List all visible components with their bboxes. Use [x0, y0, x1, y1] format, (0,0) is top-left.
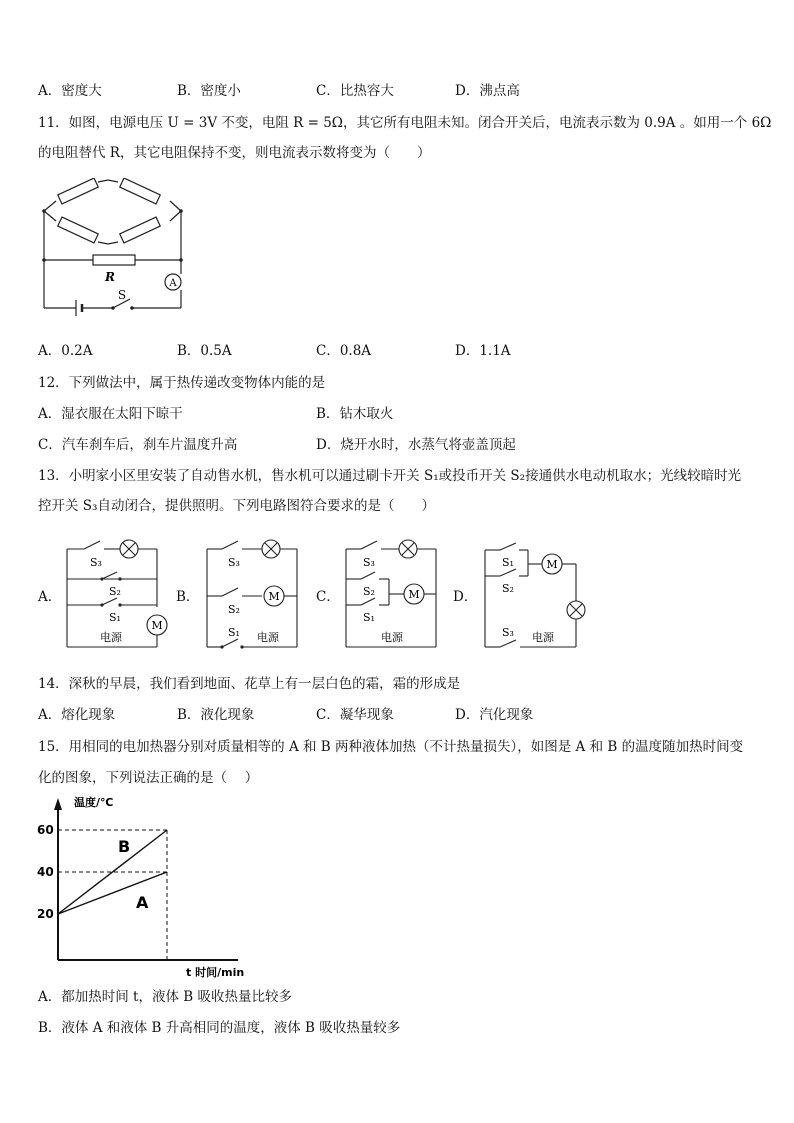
- q13-a-s3: S₃: [90, 556, 102, 569]
- q11-stem-line1: 11．如图，电源电压 U = 3V 不变，电阻 R = 5Ω，其它所有电阻未知。闭合开关后，电流表示数为 0.9A 。如用一个 6Ω: [38, 115, 772, 131]
- q13-b-s1: S₁: [228, 626, 240, 639]
- q11-option-d[interactable]: D．1.1A: [455, 343, 511, 359]
- q13-option-a-letter[interactable]: A．: [38, 589, 62, 605]
- q13-stem-line2: 控开关 S₃自动闭合，提供照明。下列电路图符合要求的是（ ）: [38, 498, 435, 514]
- q12-option-c[interactable]: C．汽车刹车后，刹车片温度升高: [38, 437, 238, 453]
- q10-option-c[interactable]: C．比热容大: [316, 83, 394, 99]
- q13-circuit-c[interactable]: [341, 535, 441, 653]
- q13-b-s2: S₂: [228, 603, 240, 616]
- q13-option-d-letter[interactable]: D．: [453, 589, 478, 605]
- q13-b-s3: S₃: [228, 556, 240, 569]
- q13-d-power: 电源: [532, 631, 554, 644]
- q11-circuit-figure: [38, 178, 188, 318]
- q13-d-motor: M: [546, 558, 558, 571]
- q13-option-c-letter[interactable]: C．: [316, 589, 340, 605]
- q11-ammeter-label: A: [169, 278, 177, 289]
- q11-option-a[interactable]: A．0.2A: [38, 343, 93, 359]
- q13-d-s2: S₂: [502, 582, 514, 595]
- q13-a-s1: S₁: [109, 611, 121, 624]
- q13-d-s3: S₃: [502, 626, 514, 639]
- q14-option-c[interactable]: C．凝华现象: [316, 707, 394, 723]
- q13-a-power: 电源: [100, 631, 122, 644]
- q13-d-s1: S₁: [502, 556, 514, 569]
- q13-b-power: 电源: [257, 631, 279, 644]
- q12-options-row2: [38, 435, 594, 455]
- q13-a-motor: M: [151, 619, 163, 632]
- q13-option-b-letter[interactable]: B．: [176, 589, 200, 605]
- q15-stem-line2: 化的图象，下列说法正确的是（ ）: [38, 770, 259, 786]
- q15-xlabel: t 时间/min: [186, 966, 245, 979]
- q13-c-s3: S₃: [363, 556, 375, 569]
- q15-series-a-label: A: [136, 893, 149, 912]
- q12-option-d[interactable]: D．烧开水时，水蒸气将壶盖顶起: [316, 437, 516, 453]
- q15-series-a-line: [58, 872, 167, 914]
- q13-circuit-b[interactable]: [202, 535, 302, 653]
- q10-option-b[interactable]: B．密度小: [177, 83, 241, 99]
- q15-stem-line1: 15．用相同的电加热器分别对质量相等的 A 和 B 两种液体加热（不计热量损失），如图是 A 和 B 的温度随加热时间变: [38, 739, 744, 755]
- q11-switch-label: S: [117, 288, 127, 302]
- q11-options: [38, 341, 594, 361]
- q14-option-d[interactable]: D．汽化现象: [455, 707, 534, 723]
- q13-a-s2: S₂: [109, 585, 121, 598]
- q15-temperature-graph: [30, 792, 260, 982]
- q14-options: [38, 705, 594, 725]
- q13-c-power: 电源: [381, 631, 403, 644]
- q15-ytick-40: 40: [37, 865, 54, 879]
- q14-option-b[interactable]: B．液化现象: [177, 707, 255, 723]
- q10-option-d[interactable]: D．沸点高: [455, 83, 520, 99]
- q12-option-a[interactable]: A．湿衣服在太阳下晾干: [38, 406, 183, 422]
- q13-c-s1: S₁: [363, 611, 375, 624]
- q15-ytick-20: 20: [37, 907, 54, 921]
- q13-c-motor: M: [408, 588, 420, 601]
- q15-option-a[interactable]: A．都加热时间 t，液体 B 吸收热量比较多: [38, 989, 292, 1005]
- q11-option-c[interactable]: C．0.8A: [316, 343, 372, 359]
- q10-option-a[interactable]: A．密度大: [38, 83, 102, 99]
- q13-c-s2: S₂: [363, 585, 375, 598]
- q12-option-b[interactable]: B．钻木取火: [316, 406, 394, 422]
- q13-b-motor: M: [268, 590, 280, 603]
- q10-options: [38, 81, 594, 101]
- q11-option-b[interactable]: B．0.5A: [177, 343, 232, 359]
- q15-ylabel: 温度/℃: [74, 796, 114, 809]
- q11-stem-line2: 的电阻替代 R，其它电阻保持不变，则电流表示数将变为（ ）: [38, 145, 431, 161]
- q14-option-a[interactable]: A．熔化现象: [38, 707, 116, 723]
- q15-ytick-60: 60: [37, 823, 54, 837]
- q11-resistor-label: R: [105, 270, 115, 284]
- q12-options-row1: [38, 404, 594, 424]
- q13-circuit-d[interactable]: [480, 540, 590, 653]
- q15-option-b[interactable]: B．液体 A 和液体 B 升高相同的温度，液体 B 吸收热量较多: [38, 1020, 401, 1036]
- q12-stem: 12．下列做法中，属于热传递改变物体内能的是: [38, 375, 326, 391]
- q13-stem-line1: 13．小明家小区里安装了自动售水机，售水机可以通过刷卡开关 S₁或投币开关 S₂接通供水电动机取水；光线较暗时光: [38, 468, 742, 484]
- q13-circuit-a[interactable]: [62, 535, 182, 653]
- q14-stem: 14．深秋的早晨，我们看到地面、花草上有一层白色的霜，霜的形成是: [38, 676, 461, 692]
- q15-series-b-label: B: [118, 837, 131, 856]
